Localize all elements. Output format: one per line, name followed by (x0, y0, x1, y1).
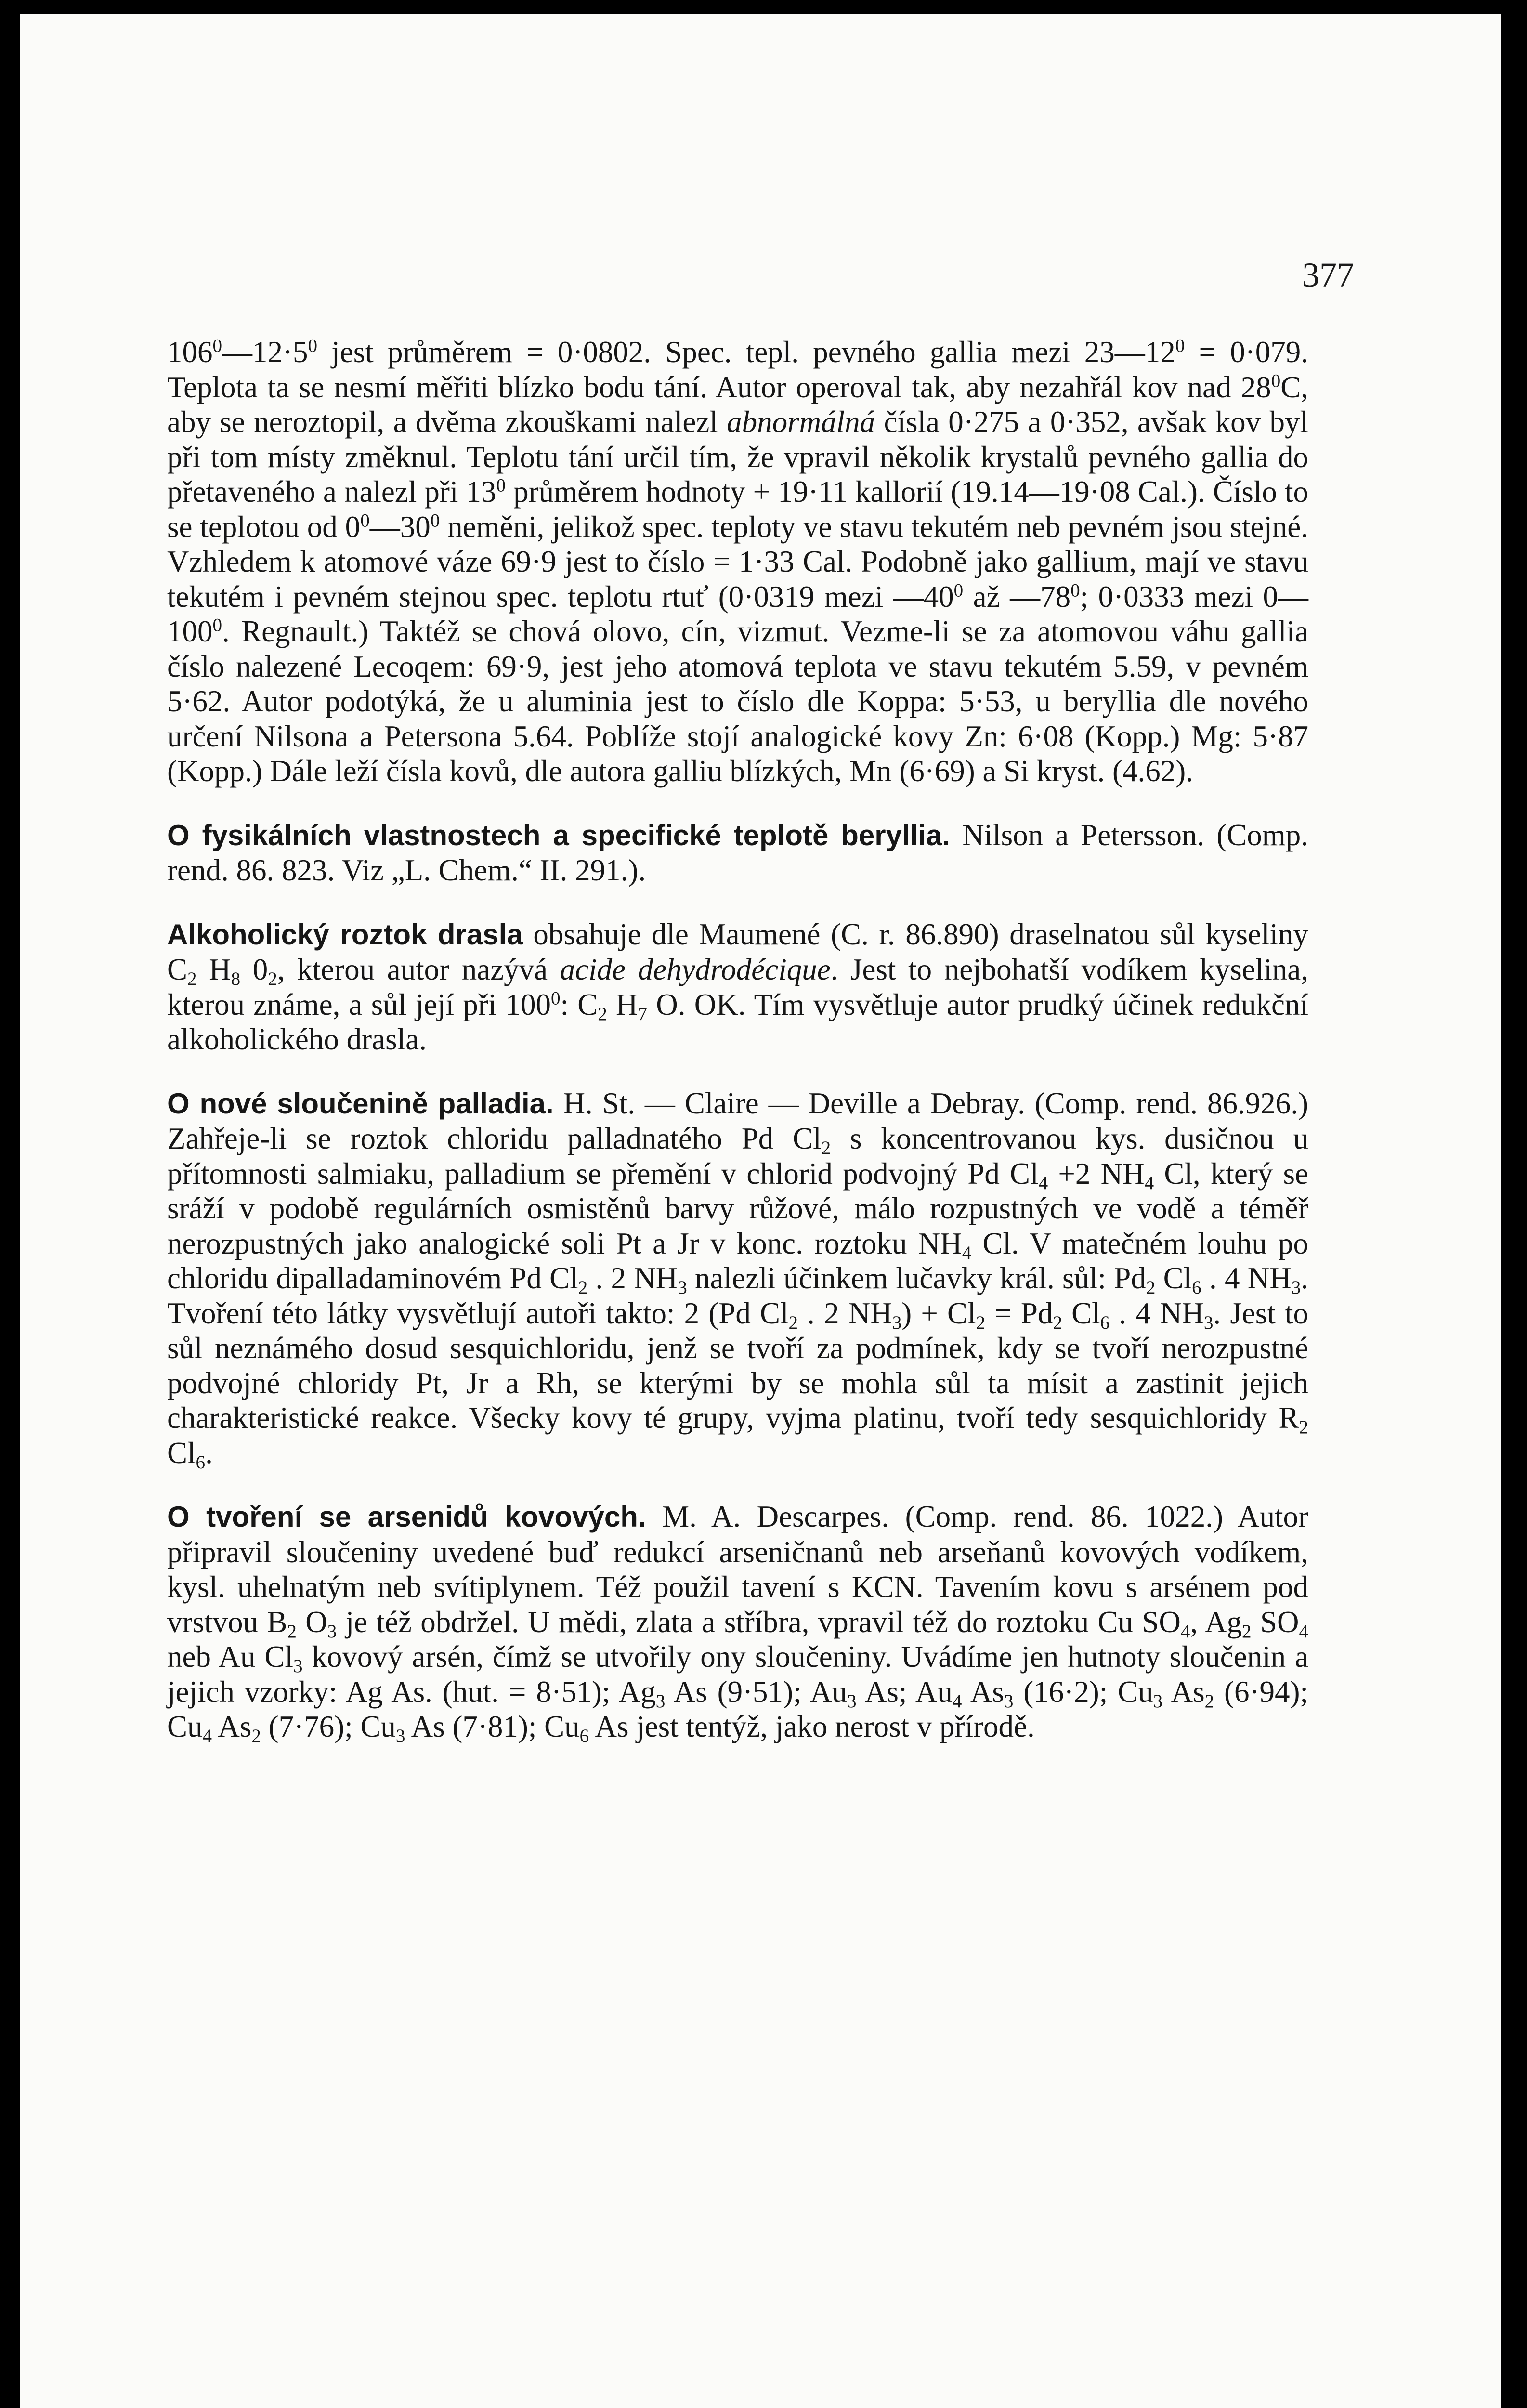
page-number: 377 (1302, 256, 1354, 294)
potash-heading: Alkoholický roztok drasla (167, 918, 523, 951)
beryllium-heading: O fysikálních vlastnostech a specifické teplotě beryllia. (167, 819, 951, 851)
potash-paragraph: Alkoholický roztok drasla obsahuje dle Maumené (C. r. 86.890) draselnatou sůl kyseliny $C_2$ $H_8$ $0_2$, kterou autor nazývá acide dehydrodécique. Jest to nejbohatší vodíkem kyselina, kterou známe, a sůl její při $100^0$: $C_2$ $H_7$ O. OK. Tím vysvětluje autor prudký účinek redukční alkoholického drasla. (167, 917, 1309, 1056)
beryllium-paragraph: O fysikálních vlastnostech a specifické teplotě beryllia. Nilson a Petersson. (Comp. rend. 86. 823. Viz „L. Chem.“ II. 291.). (167, 818, 1309, 887)
book-page (20, 14, 1501, 2408)
abnormal-term: abnormálná (727, 405, 875, 439)
page-text (167, 335, 1308, 1744)
arsenides-paragraph: O tvoření se arsenidů kovových. M. A. Descarpes. (Comp. rend. 86. 1022.) Autor připravil sloučeniny uvedené buď redukcí arseničnanů neb arseňanů kovových vodíkem, kysl. uhelnatým neb svítiplynem. Též použil tavení s KCN. Tavením kovu s arsénem pod vrstvou $B_2$ $O_3$ je též obdržel. U mědi, zlata a stříbra, vpravil též do roztoku Cu $SO_4$, $Ag_2$ $SO_4$ neb Au $Cl_3$ kovový arsén, čímž se utvořily ony sloučeniny. Uvádíme jen hutnoty sloučenin a jejich vzorky: Ag As. (hut. = 8·51); $Ag_3$ As (9·51); $Au_3$ As; $Au_4$ $As_3$ (16·2); $Cu_3$ $As_2$ (6·94); $Cu_4$ $As_2$ (7·76); $Cu_3$ As (7·81); $Cu_6$ As jest tentýž, jako nerost v přírodě. (167, 1500, 1309, 1746)
palladium-paragraph: O nové sloučenině palladia. H. St. — Claire — Deville a Debray. (Comp. rend. 86.926.) Zahřeje-li se roztok chloridu palladnatého Pd $Cl_2$ s koncentrovanou kys. dusičnou u přítomnosti salmiaku, palladium se přemění v chlorid podvojný Pd $Cl_4 +2$ $NH_4$ Cl, který se sráží v podobě regulárních osmistěnů barvy růžové, málo rozpustných ve vodě a téměř nerozpustných jako analogické soli Pt a Jr v konc. roztoku $NH_4$ Cl. V matečném louhu po chloridu dipalladaminovém Pd $Cl_2$ . 2 $NH_3$ nalezli účinkem lučavky král. sůl: $Pd_2$ $Cl_6$ . 4 $NH_3$. Tvoření této látky vysvětlují autoři takto: 2 (Pd $Cl_2$ . 2 $NH_3) + Cl_2 = Pd_2$ $Cl_6$ . 4 $NH_3$. Jest to sůl neznámého dosud sesquichloridu, jenž se tvoří za podmínek, kdy se tvoří nerozpustné podvojné chloridy Pt, Jr a Rh, se kterými by se mohla sůl ta mísit a zastinit jejich charakteristické reakce. Všecky kovy té grupy, vyjma platinu, tvoří tedy sesquichloridy $R_2$ $Cl_6$. (167, 1086, 1309, 1473)
arsenides-heading: O tvoření se arsenidů kovových. (167, 1501, 646, 1533)
gallium-paragraph: $106^0—12\cdot 5^0$ jest průměrem = 0·0802. Spec. tepl. pevného gallia mezi $23—12^0 = 0\cdot 079$. Teplota ta se nesmí měřiti blízko bodu tání. Autor operoval tak, aby nezahřál kov nad $28^0C$, aby se neroztopil, a dvěma zkouškami nalezl abnormálná čísla 0·275 a 0·352, avšak kov byl při tom místy změknul. Teplotu tání určil tím, že vpravil několik krystalů pevného gallia do přetaveného a nalezl při $13^0$ průměrem hodnoty + 19·11 kallorií (19.14—19·08 Cal.). Číslo to se teplotou od $0^0—30^0$ neměni, jelikož spec. teploty ve stavu tekutém neb pevném jsou stejné. Vzhledem k atomové váze 69·9 jest to číslo = 1·33 Cal. Podobně jako gallium, mají ve stavu tekutém i pevném stejnou spec. teplotu rtuť (0·0319 mezi $—40^0$ až $—78^0$; 0·0333 mezi $0—100^0$. Regnault.) Taktéž se chová olovo, cín, vizmut. Vezme-li se za atomovou váhu gallia číslo nalezené Lecoqem: 69·9, jest jeho atomová teplota ve stavu tekutém 5.59, v pevném 5·62. Autor podotýká, že u aluminia jest to číslo dle Koppa: 5·53, u beryllia dle nového určení Nilsona a Petersona 5.64. Poblíže stojí analogické kovy Zn: 6·08 (Kopp.) Mg: 5·87 (Kopp.) Dále leží čísla kovů, dle autora galliu blízkých, Mn (6·69) a Si kryst. (4.62). (167, 335, 1309, 788)
palladium-heading: O nové sloučenině palladia. (167, 1087, 554, 1120)
acid-name: acide dehydrodécique (560, 953, 831, 986)
